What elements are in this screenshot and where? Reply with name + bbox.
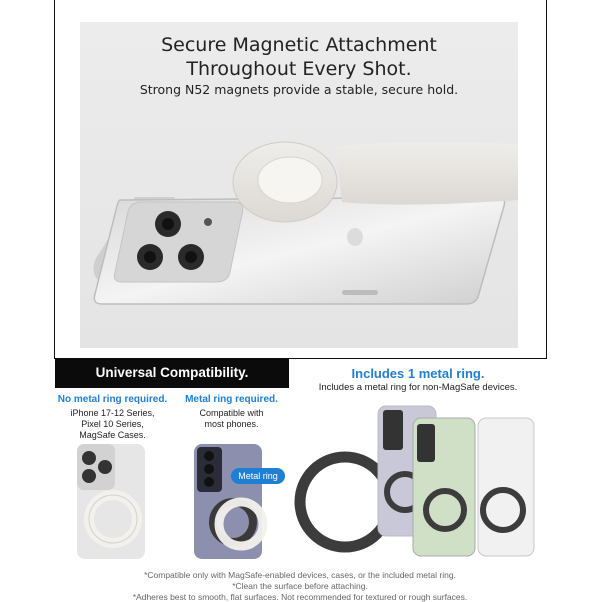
compatibility-phones (55, 444, 289, 564)
no-ring-heading: No metal ring required. (57, 394, 168, 405)
magnetic-ring-center (258, 157, 322, 203)
logo-mark (347, 228, 363, 246)
hero-panel (80, 22, 518, 348)
ring-required-description: Compatible with most phones. (199, 408, 264, 429)
metal-ring-illustration (290, 402, 546, 562)
frame-line-right (546, 0, 547, 358)
metal-ring-tag-label: Metal ring (238, 471, 278, 481)
grip-strap (335, 143, 518, 205)
metal-ring-title: Includes 1 metal ring. (351, 366, 485, 381)
no-ring-description: iPhone 17-12 Series, Pixel 10 Series, MagSafe Cases. (70, 408, 155, 440)
clear-case (478, 418, 534, 556)
compatibility-header: Universal Compatibility. (55, 358, 289, 388)
side-button (342, 290, 378, 295)
metal-ring-large (300, 457, 390, 547)
camera-flash (204, 218, 212, 226)
metal-ring-subtitle: Includes a metal ring for non-MagSafe devices. (318, 382, 518, 393)
footnote-1: *Compatible only with MagSafe-enabled devices, cases, or the included metal ring. (144, 570, 456, 580)
hero-subtitle: Strong N52 magnets provide a stable, secure hold. (139, 82, 459, 97)
footnote-2: *Clean the surface before attaching. (232, 581, 368, 591)
hero-title: Secure Magnetic Attachment Throughout Every Shot. (161, 34, 437, 80)
camera-plateau (114, 202, 242, 282)
compatibility-panel (55, 358, 289, 562)
frame-line-left (54, 0, 55, 358)
metal-ring-panel (290, 358, 546, 562)
footnote-3: *Adheres best to smooth, flat surfaces. Not recommended for textured or rough surfaces. (132, 592, 468, 602)
ring-required-heading: Metal ring required. (185, 394, 278, 405)
